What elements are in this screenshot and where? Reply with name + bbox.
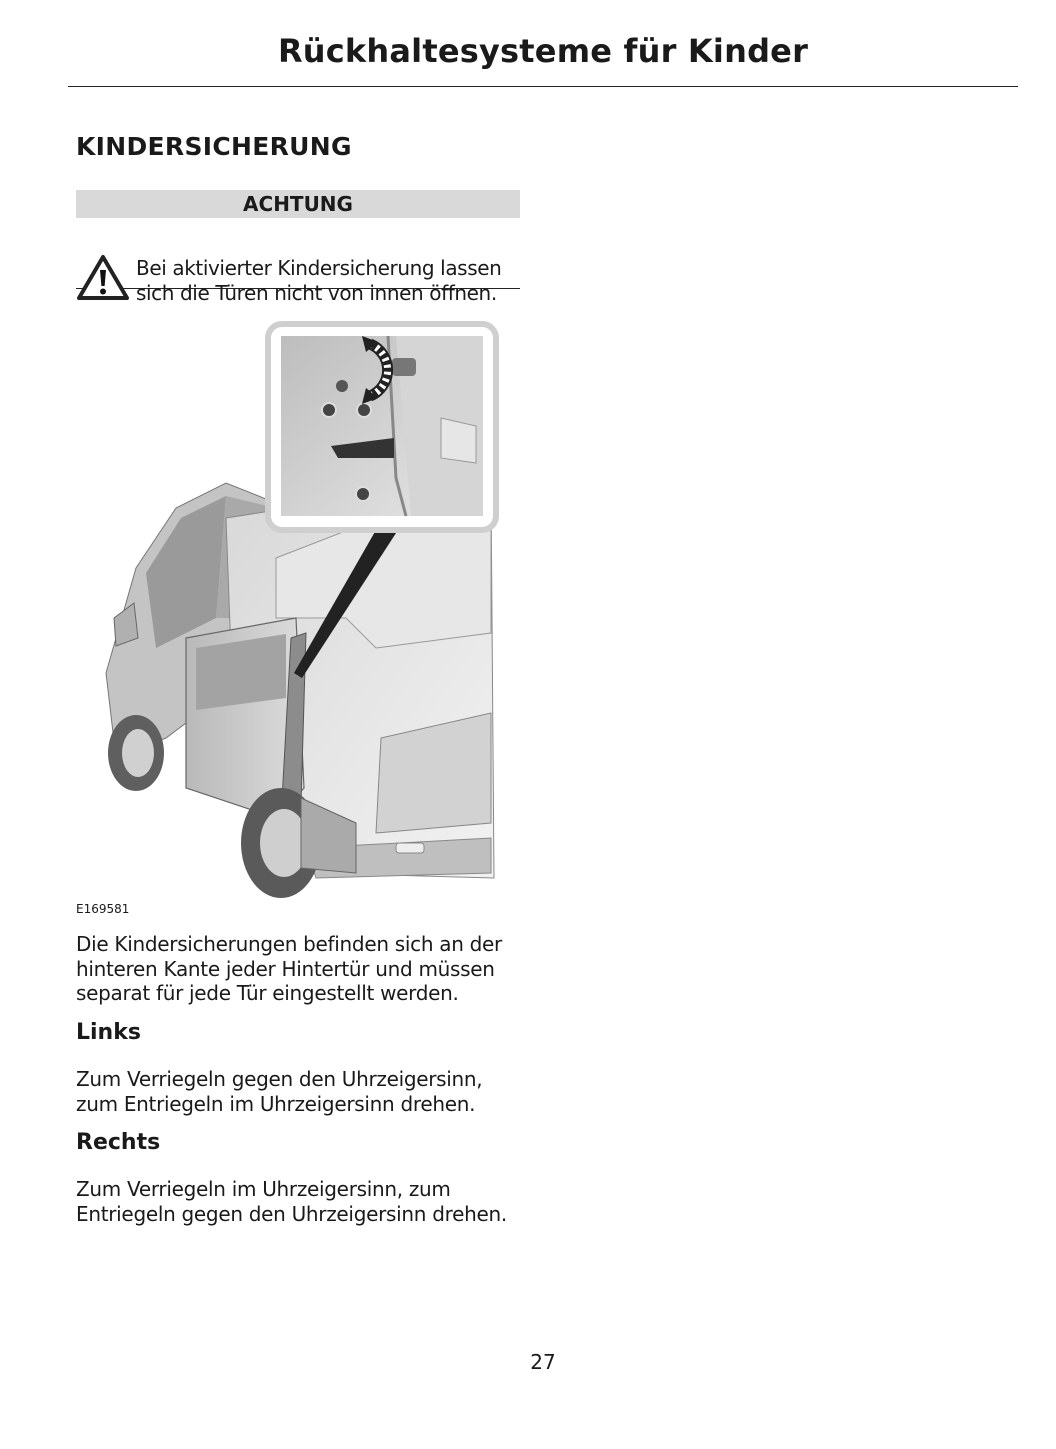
page-number: 27	[530, 1350, 556, 1374]
van-body	[106, 483, 494, 898]
detail-inset	[268, 324, 496, 530]
warning-box	[76, 190, 520, 305]
right-paragraph: Zum Verriegeln im Uhrzeigersinn, zum Entriegeln gegen den Uhrzeigersinn drehen.	[76, 1177, 507, 1226]
left-paragraph: Zum Verriegeln gegen den Uhrzeigersinn, zum Entriegeln im Uhrzeigersinn drehen.	[76, 1067, 483, 1116]
figure-id: E169581	[76, 902, 130, 916]
warning-label: ACHTUNG	[76, 190, 520, 218]
warning-body	[76, 218, 520, 305]
van-child-lock-illustration	[76, 318, 520, 898]
warning-text: Bei aktivierter Kindersicherung lassen sich die Türen nicht von innen öffnen.	[136, 256, 502, 305]
left-heading: Links	[76, 1020, 141, 1045]
section-heading: KINDERSICHERUNG	[76, 132, 352, 161]
title-divider	[68, 86, 1018, 87]
intro-paragraph: Die Kindersicherungen befinden sich an der hinteren Kante jeder Hintertür und müssen separat für jede Tür eingestellt werden.	[76, 932, 502, 1005]
warning-triangle-icon	[76, 254, 130, 302]
right-heading: Rechts	[76, 1130, 161, 1155]
page-title: Rückhaltesysteme für Kinder	[277, 32, 809, 70]
